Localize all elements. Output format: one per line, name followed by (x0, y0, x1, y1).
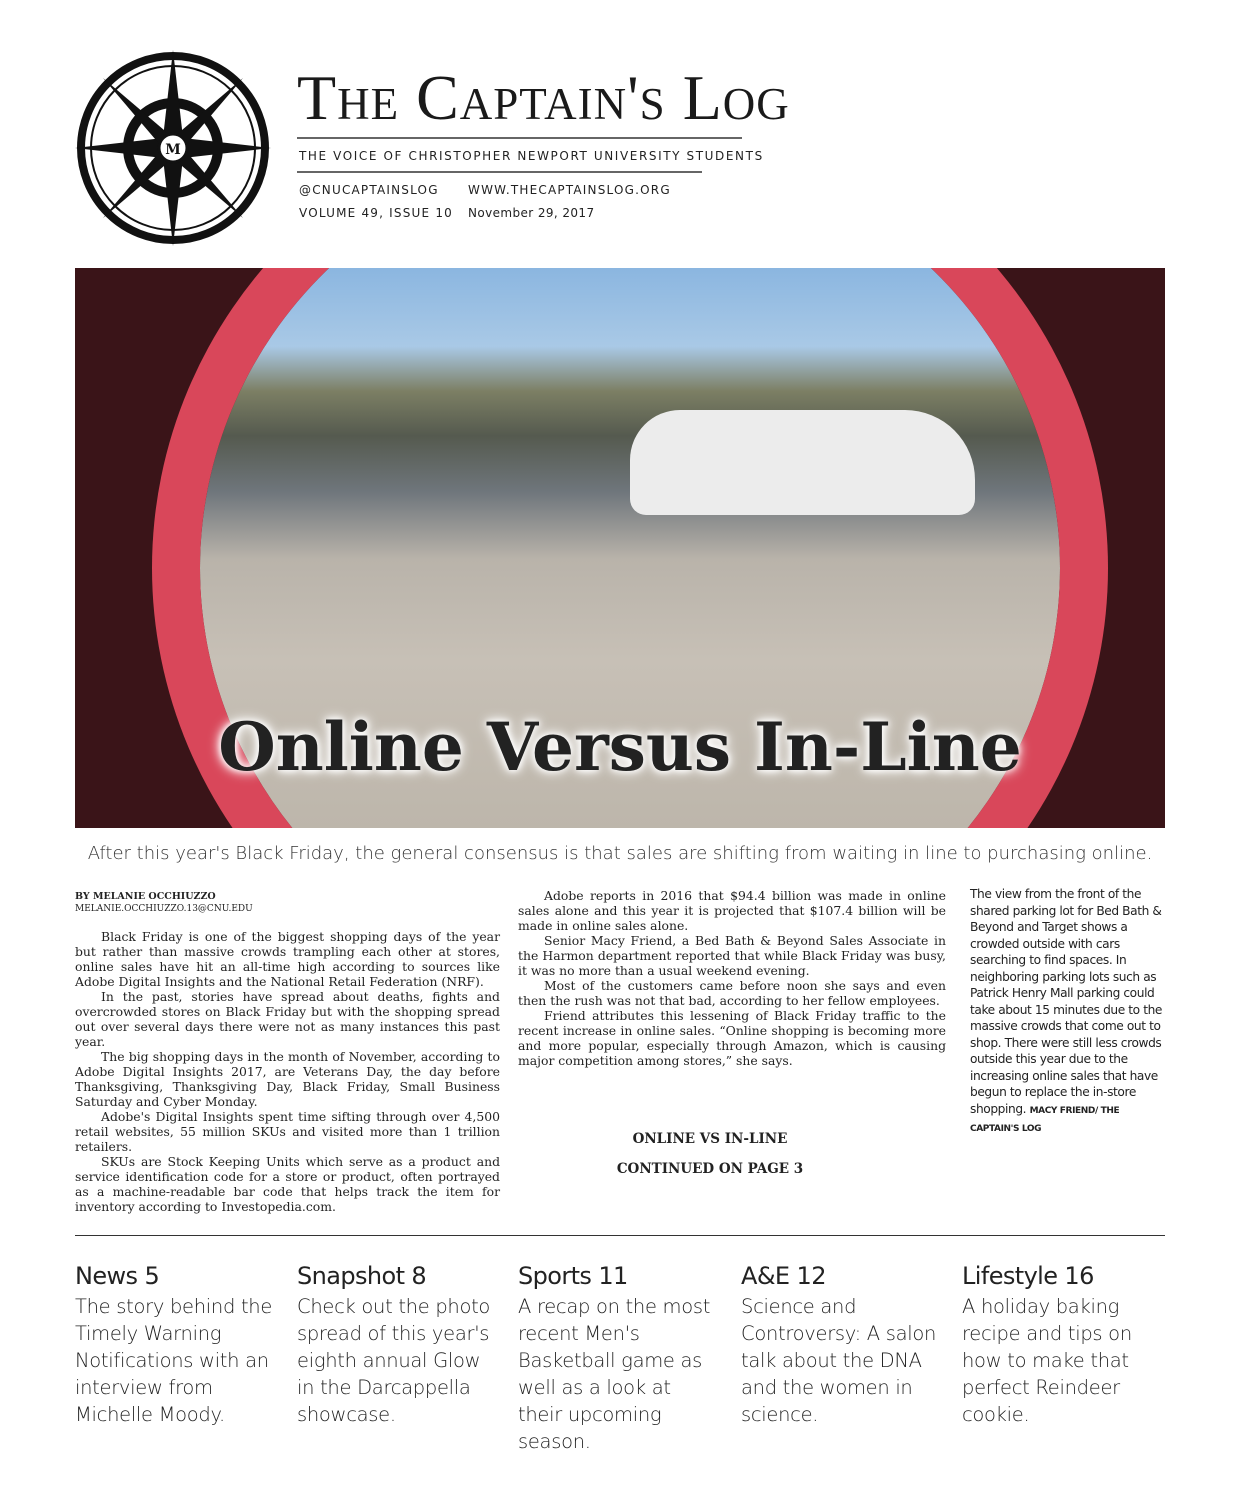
svg-text:M: M (165, 142, 181, 158)
paragraph: Senior Macy Friend, a Bed Bath & Beyond Sales Associate in the Harmon department reported that while Black Friday was busy, it was no more than a usual weekend evening. (518, 933, 946, 978)
teaser-section: Snapshot 8 (297, 1262, 427, 1290)
photo-caption: After this year's Black Friday, the general consensus is that sales are shifting from waiting in line to purchasing online. (87, 843, 1153, 864)
volume-issue: VOLUME 49, ISSUE 10 (299, 206, 453, 220)
compass-rose-icon (73, 48, 273, 248)
paragraph: Black Friday is one of the biggest shopping days of the year but rather than massive crowds trampling each other at stores, online sales have hit an all-time high according to sources like Adobe Digital Insights and the National Retail Federation (NRF). (75, 929, 500, 989)
teaser-ae[interactable] (741, 1262, 941, 1428)
paragraph: Friend attributes this lessening of Black Friday traffic to the recent increase in online sales. “Online shopping is becoming more and more popular, especially through Amazon, which is causing major competition among stores,” she says. (518, 1008, 946, 1068)
teaser-section: A&E 12 (741, 1262, 826, 1290)
divider (297, 171, 702, 173)
teaser-news[interactable] (75, 1262, 275, 1428)
paragraph: Most of the customers came before noon she says and even then the rush was not that bad, according to her fellow employees. (518, 978, 946, 1008)
feature-photo (75, 268, 1165, 828)
photo-description (970, 886, 1165, 1138)
photo-description-text: The view from the front of the shared parking lot for Bed Bath & Beyond and Target shows a crowded outside with cars searching to find spaces. In neighboring parking lots such as Patrick Henry Mall parking could take about 15 minutes due to the massive crowds that come out to shop. There were still less crowds outside this year due to the increasing online sales that have begun to replace the in-store shopping. (970, 887, 1163, 1116)
paragraph: In the past, stories have spread about deaths, fights and overcrowded stores on Black Friday but with the shopping spread out over several days there were not as many instances this past year. (75, 989, 500, 1049)
newspaper-title: The Captain's Log (297, 62, 790, 133)
teaser-section: Lifestyle 16 (962, 1262, 1094, 1290)
teaser-text: The story behind the Timely Warning Notifications with an interview from Michelle Moody. (75, 1295, 273, 1426)
byline: BY MELANIE OCCHIUZZO (75, 891, 216, 902)
photo-credit: MACY FRIEND/ THE CAPTAIN'S LOG (970, 1105, 1120, 1134)
teaser-snapshot[interactable] (297, 1262, 497, 1428)
teaser-text: A holiday baking recipe and tips on how to make that perfect Reindeer cookie. (962, 1295, 1132, 1426)
divider (75, 1235, 1165, 1236)
headline: Online Versus In-Line (218, 708, 1022, 786)
continued-label: ONLINE VS IN-LINE (632, 1131, 788, 1147)
teaser-section: News 5 (75, 1262, 160, 1290)
paragraph: Adobe reports in 2016 that $94.4 billion was made in online sales alone and this year it is projected that $107.4 billion will be made in online sales alone. (518, 888, 946, 933)
issue-date: November 29, 2017 (468, 206, 595, 220)
continued-page[interactable]: CONTINUED ON PAGE 3 (616, 1161, 804, 1177)
paragraph: Adobe's Digital Insights spent time sifting through over 4,500 retail websites, 55 million SKUs and visited more than 1 trillion retailers. (75, 1109, 500, 1154)
teaser-text: Check out the photo spread of this year's eighth annual Glow in the Darcappella showcase. (297, 1295, 491, 1426)
divider (297, 137, 742, 139)
teaser-section: Sports 11 (518, 1262, 628, 1290)
tagline: THE VOICE OF CHRISTOPHER NEWPORT UNIVERSITY STUDENTS (299, 149, 764, 163)
teaser-lifestyle[interactable] (962, 1262, 1162, 1428)
author-email[interactable]: MELANIE.OCCHIUZZO.13@CNU.EDU (75, 904, 253, 914)
website-link[interactable]: WWW.THECAPTAINSLOG.ORG (468, 183, 671, 197)
article-column-1 (75, 891, 500, 1214)
paragraph: SKUs are Stock Keeping Units which serve as a product and service identification code for a store or product, often portrayed as a machine-readable bar code that helps track the item for inventory according to Investopedia.com. (75, 1154, 500, 1214)
social-handle: @CNUCAPTAINSLOG (299, 183, 439, 197)
teaser-sports[interactable] (518, 1262, 718, 1455)
teaser-text: A recap on the most recent Men's Basketball game as well as a look at their upcoming season. (518, 1295, 711, 1453)
paragraph: The big shopping days in the month of November, according to Adobe Digital Insights 2017, are Veterans Day, the day before Thanksgiving, Thanksgiving Day, Black Friday, Small Business Saturday and Cyber Monday. (75, 1049, 500, 1109)
article-column-2 (518, 888, 946, 1068)
teaser-text: Science and Controversy: A salon talk about the DNA and the women in science. (741, 1295, 937, 1426)
